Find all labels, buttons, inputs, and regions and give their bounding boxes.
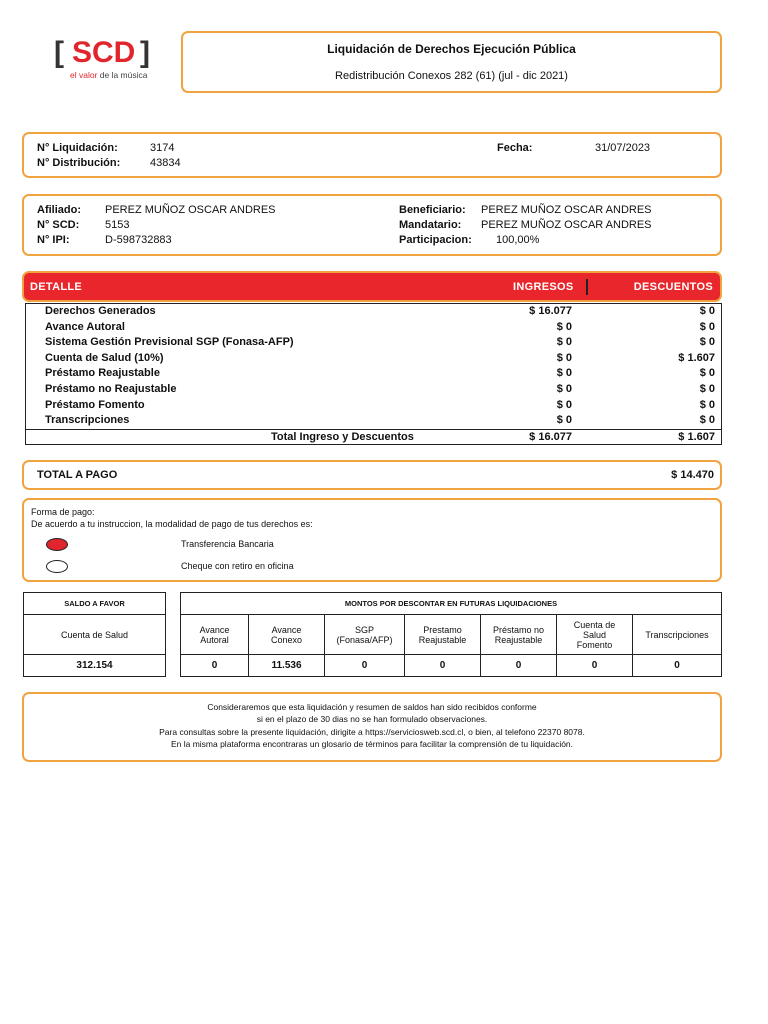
row-label: Préstamo Fomento [45,398,145,411]
row-descuentos: $ 0 [699,336,715,349]
montos-value: 0 [181,655,249,677]
afiliado-box [22,194,722,256]
ingresos-col-label: INGRESOS [513,281,574,293]
row-descuentos: $ 0 [699,414,715,427]
forma-pago-box [22,498,722,582]
table-row [26,398,721,414]
logo-brand: SCD [72,36,136,69]
afiliado-value: PEREZ MUÑOZ OSCAR ANDRES [105,204,276,216]
row-ingresos: $ 16.077 [529,305,572,317]
liquidacion-label: N° Liquidación: [37,142,118,154]
page-title: Liquidación de Derechos Ejecución Pública [327,42,576,56]
cheque-radio[interactable] [46,560,68,573]
montos-value: 11.536 [249,655,325,677]
montos-value: 0 [405,655,481,677]
row-label: Préstamo Reajustable [45,367,160,380]
montos-col-header: SGP (Fonasa/AFP) [325,615,405,655]
total-pago-value: $ 14.470 [671,469,714,481]
table-row [26,351,721,367]
montos-col-header: Cuenta de Salud Fomento [557,615,633,655]
fecha-value: 31/07/2023 [595,142,651,154]
montos-value: 0 [633,655,722,677]
total-ingresos: $ 16.077 [529,430,572,443]
scd-number-label: N° SCD: [37,219,80,231]
total-descuentos: $ 1.607 [678,430,715,443]
logo-tagline: el valor de la música [70,70,148,80]
montos-value: 0 [325,655,405,677]
row-ingresos: $ 0 [556,336,572,349]
row-label: Sistema Gestión Previsional SGP (Fonasa-AFP) [45,336,294,349]
beneficiario-label: Beneficiario: [399,204,466,216]
footer-note-box [22,692,722,762]
row-descuentos: $ 0 [699,320,715,333]
row-ingresos: $ 0 [556,414,572,427]
table-row [26,335,721,351]
logo-bracket-right: ] [140,36,150,69]
saldo-favor-label: Cuenta de Salud [24,615,166,655]
montos-col-header: Avance Conexo [249,615,325,655]
table-row [26,320,721,336]
row-ingresos: $ 0 [556,398,572,411]
liquidacion-box [22,132,722,178]
montos-value: 0 [481,655,557,677]
saldo-favor-header: SALDO A FAVOR [24,593,166,615]
beneficiario-value: PEREZ MUÑOZ OSCAR ANDRES [481,204,652,216]
table-row [26,366,721,382]
header-box [181,31,722,93]
row-label: Avance Autoral [45,320,125,333]
ipi-label: N° IPI: [37,234,70,246]
header-divider [586,279,588,295]
total-pago-box [22,460,722,490]
row-descuentos: $ 0 [699,367,715,380]
participacion-value: 100,00% [496,234,540,246]
mandatario-label: Mandatario: [399,219,462,231]
descuentos-col-label: DESCUENTOS [633,281,713,293]
mandatario-value: PEREZ MUÑOZ OSCAR ANDRES [481,219,652,231]
saldo-favor-table [23,592,166,677]
montos-col-header: Transcripciones [633,615,722,655]
footer-line: si en el plazo de 30 dias no se han formulado observaciones. [256,714,488,725]
table-row [26,382,721,398]
total-row [26,429,721,445]
distribucion-value: 43834 [150,157,181,169]
footer-line[interactable]: Para consultas sobre la presente liquidación, dirigite a https://serviciosweb.scd.cl, o bien, al telefono 22370 8078. [159,726,585,737]
row-descuentos: $ 1.607 [678,351,715,364]
montos-col-header: Avance Autoral [181,615,249,655]
row-descuentos: $ 0 [699,398,715,411]
row-ingresos: $ 0 [556,382,572,395]
page-subtitle: Redistribución Conexos 282 (61) (jul - dic 2021) [335,70,568,82]
montos-table [180,592,722,677]
table-row [26,304,721,320]
scd-logo [52,38,170,84]
footer-note [24,701,720,750]
total-pago-label: TOTAL A PAGO [37,469,118,481]
forma-pago-description: De acuerdo a tu instruccion, la modalidad de pago de tus derechos es: [31,519,313,529]
row-label: Préstamo no Reajustable [45,382,177,395]
transferencia-label: Transferencia Bancaria [181,539,274,549]
transferencia-radio[interactable] [46,538,68,551]
montos-col-header: Prestamo Reajustable [405,615,481,655]
detalle-header [22,271,722,302]
row-label: Cuenta de Salud (10%) [45,351,164,364]
cheque-label: Cheque con retiro en oficina [181,561,294,571]
fecha-label: Fecha: [497,142,533,154]
row-ingresos: $ 0 [556,367,572,380]
montos-header: MONTOS POR DESCONTAR EN FUTURAS LIQUIDACIONES [181,593,722,615]
detalle-table [25,303,722,445]
footer-line: En la misma plataforma encontraras un glosario de términos para facilitar la comprensión de tu liquidación. [170,738,574,749]
row-ingresos: $ 0 [556,351,572,364]
table-row [26,413,721,429]
distribucion-label: N° Distribución: [37,157,121,169]
row-label: Transcripciones [45,414,130,427]
saldo-favor-value: 312.154 [24,655,166,677]
row-ingresos: $ 0 [556,320,572,333]
liquidacion-value: 3174 [150,142,175,154]
detalle-col-label: DETALLE [30,281,83,293]
total-label: Total Ingreso y Descuentos [271,430,414,443]
footer-line: Consideraremos que esta liquidación y resumen de saldos han sido recibidos conforme [207,702,537,712]
scd-number-value: 5153 [105,219,130,231]
participacion-label: Participacion: [399,234,472,246]
row-descuentos: $ 0 [699,305,715,317]
forma-pago-title: Forma de pago: [31,507,95,517]
row-label: Derechos Generados [45,305,156,317]
afiliado-label: Afiliado: [37,204,81,216]
ipi-value: D-598732883 [105,234,172,246]
logo-bracket-left: [ [54,36,64,69]
montos-value: 0 [557,655,633,677]
row-descuentos: $ 0 [699,382,715,395]
montos-col-header: Préstamo no Reajustable [481,615,557,655]
